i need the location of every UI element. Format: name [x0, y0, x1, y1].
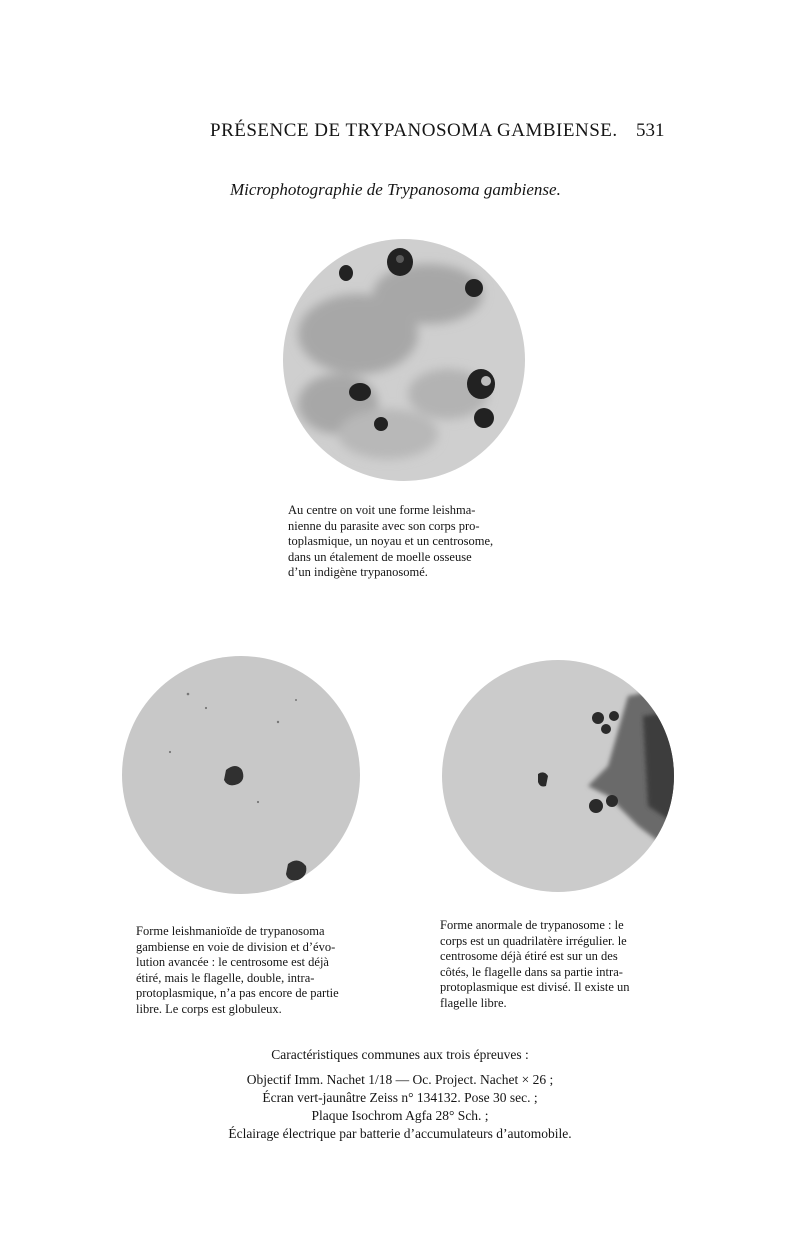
caption-line: protoplasmique est divisé. Il existe un	[440, 980, 630, 994]
common-line: Écran vert-jaunâtre Zeiss n° 134132. Pose 30 sec. ;	[262, 1090, 538, 1105]
parasite-cell	[286, 860, 306, 880]
caption-line: protoplasmique, n’a pas encore de partie	[136, 986, 339, 1000]
common-line: Plaque Isochrom Agfa 28° Sch. ;	[311, 1108, 489, 1123]
common-line: Objectif Imm. Nachet 1/18 — Oc. Project. Nachet × 26 ;	[246, 1072, 554, 1087]
common-line: Éclairage électrique par batterie d’accumulateurs d’automobile.	[228, 1126, 572, 1141]
micrograph-left	[118, 652, 364, 898]
caption-line: flagelle libre.	[440, 995, 507, 1010]
caption-line: lution avancée : le centrosome est déjà	[136, 955, 329, 969]
caption-line: libre. Le corps est globuleux.	[136, 1001, 282, 1016]
parasite-cell	[339, 265, 353, 281]
caption-line: Au centre on voit une forme leishma-	[288, 503, 476, 517]
micrograph-top	[278, 234, 530, 486]
caption-line: toplasmique, un noyau et un centrosome,	[288, 534, 494, 548]
caption-line: Forme anormale de trypanosome : le	[440, 918, 624, 932]
caption-line: centrosome déjà étiré est sur un des	[440, 949, 618, 963]
parasite-cell	[474, 408, 494, 428]
parasite-cell	[592, 712, 604, 724]
caption-line: nienne du parasite avec son corps pro-	[288, 518, 480, 533]
micrograph-right	[438, 656, 678, 896]
parasite-cell	[465, 279, 483, 297]
parasite-cell	[609, 711, 619, 721]
parasite-cell	[606, 795, 618, 807]
parasite-cell	[589, 799, 603, 813]
caption-line: étiré, mais le flagelle, double, intra-	[136, 970, 315, 985]
caption-left	[136, 924, 356, 1017]
caption-line: dans un étalement de moelle osseuse	[288, 549, 472, 564]
caption-line: Forme leishmanioïde de trypanosoma	[136, 924, 325, 938]
caption-line: d’un indigène trypanosomé.	[288, 565, 428, 579]
caption-line: gambiense en voie de division et d’évo-	[136, 939, 336, 954]
caption-right	[440, 918, 678, 1011]
running-header: PRÉSENCE DE TRYPANOSOMA GAMBIENSE.	[210, 120, 618, 141]
page-number: 531	[636, 120, 665, 141]
leishmanian-form	[349, 383, 371, 401]
caption-line: côtés, le flagelle dans sa partie intra-	[440, 964, 623, 979]
parasite-cell	[374, 417, 388, 431]
parasite-cell	[601, 724, 611, 734]
common-heading: Caractéristiques communes aux trois épreuves :	[271, 1047, 529, 1062]
plate-title: Microphotographie de Trypanosoma gambiense.	[230, 180, 561, 199]
parasite-cell	[467, 369, 495, 399]
caption-line: corps est un quadrilatère irrégulier. le	[440, 933, 627, 948]
common-characteristics	[0, 1046, 800, 1143]
caption-top	[288, 503, 512, 581]
